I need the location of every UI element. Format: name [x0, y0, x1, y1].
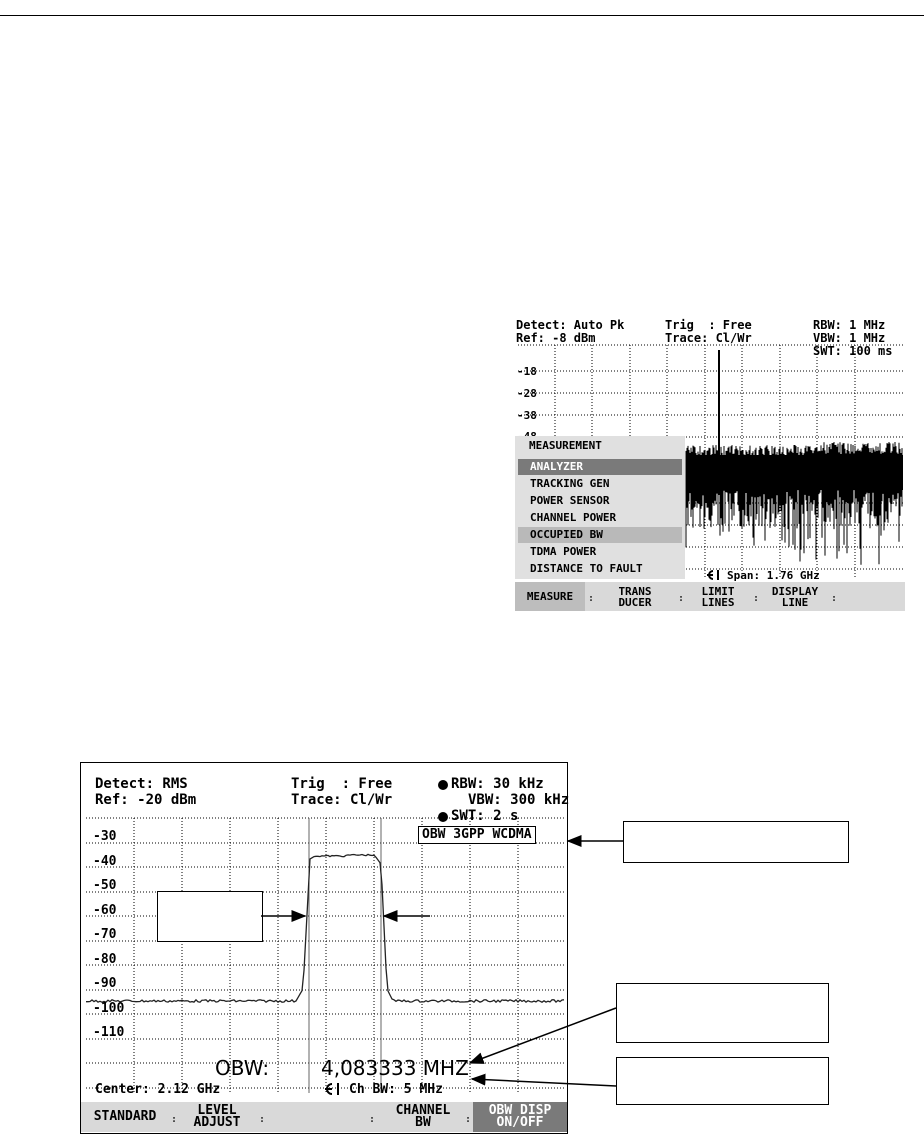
- vbw-readout: VBW: 300 kHz: [468, 792, 570, 808]
- menu-item-channel-power[interactable]: CHANNEL POWER: [530, 511, 617, 524]
- detect-readout: Detect: RMS: [95, 776, 188, 792]
- top-rule: [0, 15, 924, 16]
- y-label-7: -90: [93, 976, 117, 991]
- menu-item-distance-to-fault[interactable]: DISTANCE TO FAULT: [530, 562, 643, 575]
- ref-readout: Ref: -20 dBm: [95, 792, 197, 808]
- y-label-3: -38: [517, 409, 537, 422]
- y-label-8: -100: [93, 1001, 125, 1016]
- obw-value: 4,083333 MHZ: [321, 1056, 469, 1080]
- menu-item-occupied-bw[interactable]: OCCUPIED BW: [518, 527, 682, 543]
- input-connector-icon: [323, 1081, 343, 1097]
- measurement-menu: [515, 436, 685, 579]
- span-readout: Span: 1.76 GHz: [727, 569, 820, 582]
- menu-title: MEASUREMENT: [529, 439, 602, 452]
- trig-readout: Trig : Free: [665, 318, 752, 332]
- softkey-separator: :: [259, 1114, 266, 1125]
- y-label-3: -50: [93, 878, 117, 893]
- callout-box-standard: [623, 821, 849, 863]
- rbw-readout: RBW: 1 MHz: [813, 318, 886, 332]
- obw-standard-label: OBW 3GPP WCDMA: [418, 826, 536, 844]
- analyzer-screen-measure-menu: [515, 315, 905, 611]
- empty-softkey[interactable]: [265, 1102, 365, 1132]
- transducer-softkey[interactable]: TRANS DUCER: [618, 584, 652, 609]
- swt-readout: SWT: 100 ms: [813, 344, 893, 358]
- obw-disp-softkey[interactable]: OBW DISP ON/OFF: [473, 1102, 567, 1132]
- softkey-bar: [81, 1102, 567, 1132]
- y-label-9: -110: [93, 1025, 125, 1040]
- callout-box-obw-value: [616, 983, 829, 1043]
- menu-item-analyzer[interactable]: ANALYZER: [518, 459, 682, 475]
- ref-readout: Ref: -8 dBm: [516, 331, 596, 345]
- channel-bw-softkey[interactable]: CHANNEL BW: [395, 1103, 451, 1130]
- softkey-separator: :: [171, 1114, 178, 1125]
- display-line-softkey[interactable]: DISPLAY LINE: [771, 584, 819, 609]
- noise-trace: [686, 442, 903, 565]
- measure-softkey[interactable]: MEASURE: [515, 582, 585, 611]
- menu-item-tdma-power[interactable]: TDMA POWER: [530, 545, 597, 558]
- softkey-separator: :: [678, 593, 685, 604]
- softkey-separator: :: [588, 593, 595, 604]
- obw-label: OBW:: [215, 1056, 270, 1080]
- standard-softkey[interactable]: STANDARD: [93, 1109, 157, 1124]
- y-label-2: -40: [93, 854, 117, 869]
- y-label-5: -70: [93, 927, 117, 942]
- softkey-separator: :: [369, 1114, 376, 1125]
- swt-readout: SWT: 2 s: [451, 808, 519, 824]
- callout-box-channel-bw: [616, 1057, 829, 1105]
- y-label-6: -80: [93, 952, 117, 967]
- menu-item-tracking-gen[interactable]: TRACKING GEN: [530, 477, 610, 490]
- y-label-4: -60: [93, 903, 117, 918]
- input-connector-icon: [705, 568, 723, 582]
- channel-bw-readout: Ch BW: 5 MHz: [349, 1082, 443, 1097]
- y-label-2: -28: [517, 387, 537, 400]
- rbw-readout: RBW: 30 kHz: [451, 776, 544, 792]
- trace-readout: Trace: Cl/Wr: [291, 792, 393, 808]
- detect-readout: Detect: Auto Pk: [516, 318, 625, 332]
- softkey-separator: :: [753, 593, 760, 604]
- analyzer-screen-obw: [80, 762, 568, 1134]
- y-label-1: -30: [93, 829, 117, 844]
- trace-readout: Trace: Cl/Wr: [665, 331, 752, 345]
- y-label-1: -18: [517, 365, 537, 378]
- softkey-separator: :: [465, 1114, 472, 1125]
- limit-lines-softkey[interactable]: LIMIT LINES: [701, 584, 735, 609]
- level-adjust-softkey[interactable]: LEVEL ADJUST: [193, 1103, 241, 1130]
- softkey-bar: [515, 582, 905, 611]
- grid: [86, 818, 565, 1093]
- callout-box-markers: [157, 891, 263, 942]
- center-readout: Center: 2.12 GHz: [95, 1082, 221, 1097]
- trig-readout: Trig : Free: [291, 776, 393, 792]
- menu-item-power-sensor[interactable]: POWER SENSOR: [530, 494, 610, 507]
- softkey-separator: :: [831, 593, 838, 604]
- vbw-readout: VBW: 1 MHz: [813, 331, 886, 345]
